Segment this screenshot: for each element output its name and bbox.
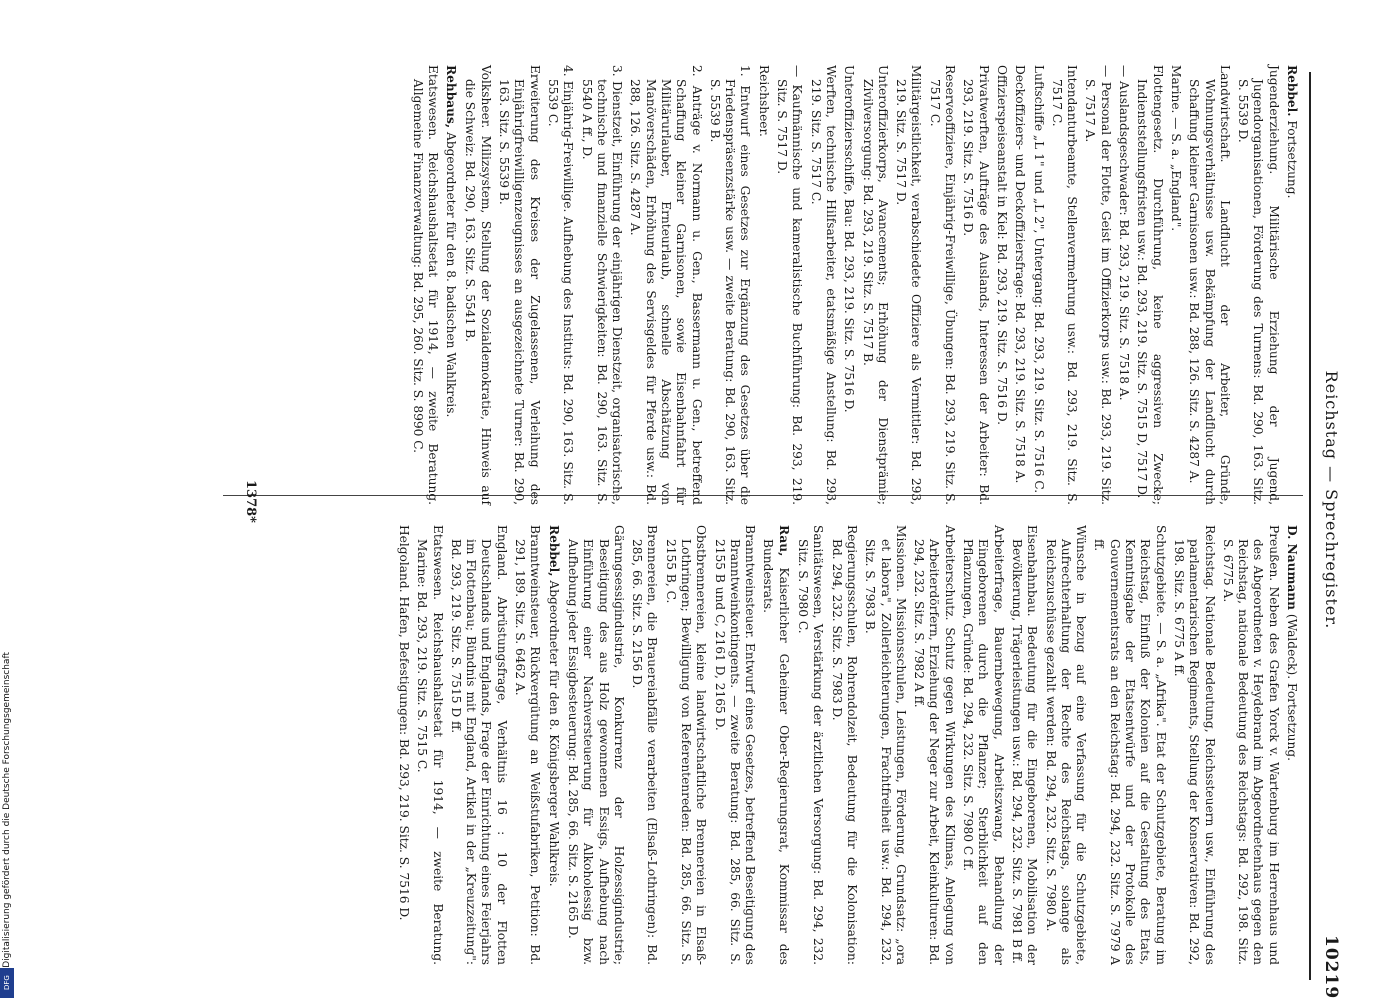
register-subentry: Privatwerften, Aufträge des Auslands, Interessen der Arbeiter: Bd. 293, 219. Sitz. S. 7516 D. xyxy=(961,65,991,505)
column-left xyxy=(393,525,1303,965)
register-subentry: Luftschiffe „L 1" und „L 2", Untergang: Bd. 293, 219. Sitz. S. 7516 C. xyxy=(1031,65,1046,494)
register-subentry: — Kaufmännische und kameralistische Buchführung: Bd. 293, 219. Sitz. S. 7517 D. xyxy=(775,65,805,505)
register-subentry: Arbeiterschutz. Schutz gegen Wirkungen des Klimas, Anlegung von Arbeiterdörfern, Erziehung der Neger zur Arbeit, Kleinkulturen: Bd. 294, 232. Sitz. S. 7982 A ff. xyxy=(912,525,957,965)
register-entry-name xyxy=(1284,525,1299,965)
register-subentry: Erweiterung des Kreises der Zugelassenen, Verleihung des Einjährigfreiwilligenzeugnisses an ausgezeichnete Turner: Bd. 290, 163. Sitz. S. 5539 B. xyxy=(497,65,542,505)
register-subentry: Helgoland. Hafen, Befestigungen: Bd. 293, 219. Sitz. S. 7516 D. xyxy=(396,525,411,921)
entry-speaker: Rehbaus, xyxy=(444,65,459,129)
dfg-logo: DFG xyxy=(0,968,14,998)
entry-speaker-role: (Waldeck). Fortsetzung. xyxy=(1285,610,1299,762)
page-footer-mark: 1378* xyxy=(243,480,258,523)
register-subentry: — Auslandsgeschwader: Bd. 293, 219. Sitz. S. 7518 A. xyxy=(1117,65,1132,401)
register-subentry: Gärungsessigindustrie, Konkurrenz der Holzessigindustrie; Beseitigung des aus Holz gewonnenen Essigs, Aufhebung nach Einführung einer Nachversteuerung für Alkoholessig bzw. Aufhebung jeder Essigbesteuerung: Bd. 285, 66. Sitz. S. 2165 D. xyxy=(565,525,626,965)
register-subentry: Jugenderziehung. Militärische Erziehung der Jugend, Jugendorganisationen, Förderung des Turnens: Bd. 290, 163. Sitz. S. 5539 D. xyxy=(1236,65,1281,505)
register-subentry: Schutzgebiete. — S. a. „Afrika". Etat der Schutzgebiete, Beratung im Reichstag, Einfluß der Kolonien auf die Gestaltung des Etats, Kenntnisgabe der Etatsentwürfe und der Protokolle des Gouvernementsrats an den Reichstag: Bd. 294, 232. Sitz. S. 7979 A ff. xyxy=(1092,525,1168,965)
entry-speaker-role: Kaiserlicher Geheimer Ober-Regierungsrat, Kommissar des Bundesrats. xyxy=(761,539,791,965)
page-header xyxy=(1309,0,1349,1000)
register-subentry: Wünsche in bezug auf eine Verfassung für die Schutzgebiete, Aufrechterhaltung der Rechte des Reichstags, solange als Reichszuschüsse gezahlt werden: Bd. 294, 232. Sitz. S. 7980 A. xyxy=(1043,525,1089,965)
register-subentry: Militärgeistlichkeit, verabschiedete Offiziere als Vermittler: Bd. 293, 219. Sitz. S. 7517 D. xyxy=(894,65,924,505)
entry-speaker: D. Naumann xyxy=(1285,525,1299,611)
page-number: 10219 xyxy=(1321,935,1341,1000)
register-subentry: 4. Einjährig-Freiwillige. Aufhebung des Instituts: Bd. 290, 163. Sitz. S. 5539 C. xyxy=(545,65,576,505)
register-subentry: Arbeiterfrage, Bauernbewegung, Arbeitszwang, Behandlung der Eingeborenen durch die Pflanzer; Sterblichkeit auf den Pflanzungen, Gründe: Bd. 294, 232. Sitz. S. 7980 C ff. xyxy=(961,525,1006,965)
register-entry-name xyxy=(1284,65,1299,505)
entry-speaker-role: Fortsetzung. xyxy=(1285,116,1299,199)
register-entry-name xyxy=(443,65,458,505)
register-subentry: Etatswesen. Reichshaushaltsetat für 1914, — zweite Beratung. Marine: Bd. 293, 219. Sitz. S. 7515 C. xyxy=(415,525,445,965)
register-subentry: Eisenbahnbau. Bedeutung für die Eingeborenen, Mobilisation der Bevölkerung, Trägerleistungen usw.: Bd. 294, 232. Sitz. S. 7981 B ff. xyxy=(1009,525,1040,965)
register-subentry: Obstbrennereien, kleine landwirtschaftliche Brennereien in Elsaß-Lothringen; Bewilligung von Referentenreden: Bd. 285, 66. Sitz. S. 2155 B, C. xyxy=(663,525,709,965)
register-subentry: Reichsheer. xyxy=(756,65,771,137)
register-subentry: Flottengesetz. Durchführung, keine aggressiven Zwecke; Indienststellungsfristen usw.: Bd. 293, 219. Sitz. S. 7515 D, 7517 D. xyxy=(1135,65,1165,505)
register-subentry: 1. Entwurf eines Gesetzes zur Ergänzung des Gesetzes über die Friedenspräsenzstärke usw. — zweite Beratung: Bd. 290, 163. Sitz. S. 5539 B. xyxy=(707,65,753,505)
register-subentry: — Personal der Flotte, Geist im Offizierkorps usw.: Bd. 293, 219. Sitz. S. 7517 A. xyxy=(1083,65,1113,505)
register-subentry: Volksheer. Milizsystem, Stellung der Sozialdemokratie, Hinweis auf die Schweiz: Bd. 290, 163. Sitz. S. 5541 B. xyxy=(463,65,493,505)
register-subentry: Deckoffiziers- und Deckoffiziersfrage: Bd. 293, 219. Sitz. S. 7518 A. xyxy=(1013,65,1028,484)
column-right xyxy=(406,65,1303,505)
register-subentry: Branntweinsteuer. Entwurf eines Gesetzes, betreffend Beseitigung des Branntweinkontingents. — zweite Beratung: Bd. 285, 66. Sitz. S. 2155 B und C, 2161 D, 2165 D. xyxy=(712,525,758,965)
entry-speaker: Rebbel, xyxy=(546,525,561,577)
register-subentry: Unteroffiziersschiffe, Bau: Bd. 293, 219. Sitz. S. 7516 D. xyxy=(842,65,857,413)
register-subentry: Intendanturbeamte, Stellenvermehrung usw.: Bd. 293, 219. Sitz. S. 7517 C. xyxy=(1049,65,1080,505)
dfg-credit-text: Digitalisierung gefördert durch die Deutsche Forschungsgemeinschaft xyxy=(2,652,12,968)
register-subentry: Etatswesen. Reichshaushaltsetat für 1914, — zweite Beratung. Allgemeine Finanzverwaltung: Bd. 295, 260. Sitz. S. 8990 C. xyxy=(410,65,440,505)
entry-speaker-role: Abgeordneter für den 8. badischen Wahlkreis. xyxy=(444,128,459,418)
entry-speaker: Rebbel. xyxy=(1285,65,1299,117)
register-subentry: Sanitätswesen, Verstärkung der ärztlichen Versorgung: Bd. 294, 232. Sitz. S. 7980 C. xyxy=(796,525,826,965)
header-rule xyxy=(1309,72,1311,980)
register-subentry: Branntweinsteuer, Rückvergütung an Weißstufabriken, Petition: Bd. 291, 189. Sitz. S. 6462 A. xyxy=(513,525,543,965)
register-subentry: 3. Dienstzeit, Einführung der einjährigen Dienstzeit, organisatorische, technische und finanzielle Schwierigkeiten: Bd. 290, 163. Sitz. S. 5540 A ff., D. xyxy=(579,65,625,505)
register-subentry: Unteroffizierkorps, Avancements; Erhöhung der Dienstprämie; Zivilversorgung: Bd. 293, 219. Sitz. S. 7517 B. xyxy=(860,65,890,505)
running-head: Reichstag — Sprechregister. xyxy=(1322,370,1341,630)
register-subentry: Marine. — S. a. „England". xyxy=(1168,65,1183,232)
register-entry-name xyxy=(545,525,560,965)
register-subentry: Preußen. Neben des Grafen Yorck v. Wartenburg im Herrenhaus und des Abgeordneten v. Heydebrand im Abgeordnetenhaus gegen den Reichstag, nationale Bedeutung des Reichstags: Bd. 292, 198. Sitz. S. 6775 A. xyxy=(1220,525,1281,965)
register-subentry: Reserveoffiziere, Einjährig-Freiwillige, Übungen: Bd. 293, 219. Sitz. S. 7517 C. xyxy=(927,65,958,505)
entry-speaker-role: Abgeordneter für den 8. Königsberger Wahlkreis. xyxy=(546,576,561,887)
register-subentry: England. Abrüstungsfrage, Verhältnis 16 : 10 der Flotten Deutschlands und Englands, Frage der Einrichtung eines Feierjahrs im Flottenbau; Bündnis mit England, Artikel in der „Kreuzzeitung": Bd. 293, 219. Sitz. S. 7515 D ff. xyxy=(448,525,509,965)
register-subentry: Reichstag. Nationale Bedeutung, Reichssteuern usw., Einführung des parlamentarischen Regiments, Stellung der Konservativen: Bd. 292, 198. Sitz. S. 6775 A ff. xyxy=(1171,525,1217,965)
register-subentry: Missionen. Missionsschulen, Leistungen, Förderung, Grundsatz: „ora et labora", Zollerleichterungen, Frachtfreiheit usw.: Bd. 294, 232. Sitz. S. 7983 B. xyxy=(863,525,908,965)
register-subentry: Werften, technische Hilfsarbeiter, etatsmäßige Anstellung: Bd. 293, 219. Sitz. S. 7517 C. xyxy=(808,65,838,505)
register-subentry: Brennereien, die Brauereiabfälle verarbeiten (Elsaß-Lothringen): Bd. 285, 66. Sitz. S. 2156 D. xyxy=(630,525,660,965)
register-entry-name xyxy=(760,525,791,965)
register-subentry: Landwirtschaft. Landflucht der Arbeiter, Gründe, Wohnungsverhältnisse usw. Bekämpfung der Landflucht durch Schaffung kleiner Garnisonen usw.: Bd. 288, 126. Sitz. S. 4287 A. xyxy=(1187,65,1232,505)
register-subentry: Regierungsschulen, Rohrendolzeit, Bedeutung für die Kolonisation: Bd. 294, 232. Sitz. S. 7983 D. xyxy=(829,525,859,965)
entry-speaker: Rau, xyxy=(776,525,791,557)
register-subentry: 2. Anträge v. Normann u. Gen., Bassermann u. Gen., betreffend Schaffung kleiner Garnisonen, sowie Eisenbahnfahrt für Militärurlauber, Ernteurlaub, schnelle Abschätzung von Manöverschäden, Erhöhung des Servisgeldes für Pferde usw.: Bd. 288, 126. Sitz. S. 4287 A. xyxy=(628,65,704,505)
register-subentry: Offizierspeiseanstalt in Kiel: Bd. 293, 219. Sitz. S. 7516 D. xyxy=(994,65,1009,426)
